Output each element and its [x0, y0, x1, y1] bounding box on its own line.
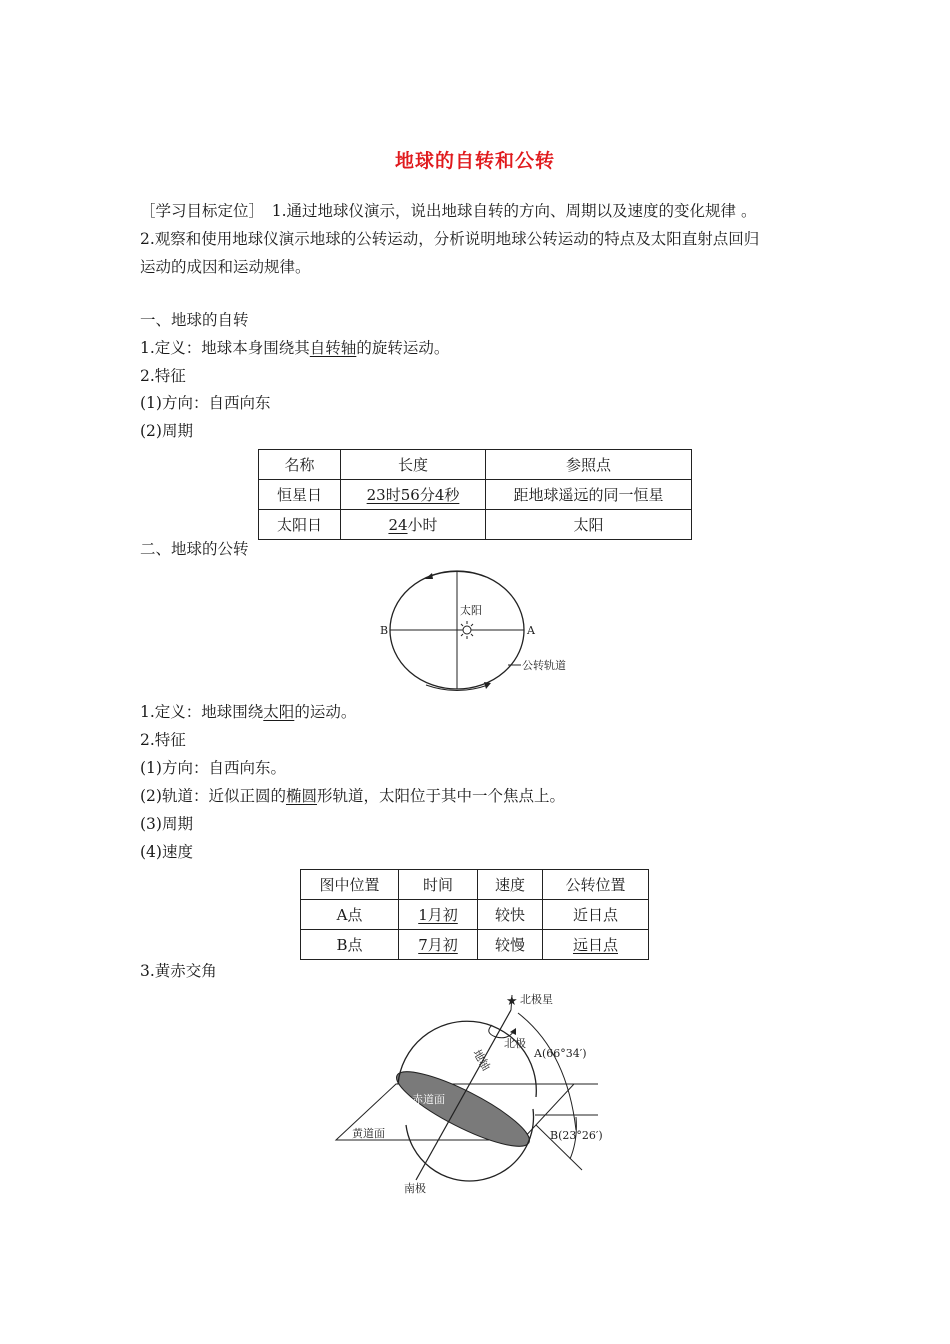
table-cell: 较快 [478, 900, 543, 930]
revolution-definition: 1.定义：地球围绕太阳的运动。 [140, 703, 357, 721]
table-header: 长度 [341, 450, 486, 480]
objectives-line-2: 2.观察和使用地球仪演示地球的公转运动，分析说明地球公转运动的特点及太阳直射点回归 [140, 230, 760, 248]
rotation-period-table [258, 449, 692, 540]
revolution-orbit: (2)轨道：近似正圆的椭圆形轨道，太阳位于其中一个焦点上。 [140, 787, 565, 805]
axis-label: 地轴 [470, 1047, 493, 1073]
polaris-label: 北极星 [520, 993, 553, 1006]
table-row [301, 900, 649, 930]
point-a-label: A [527, 624, 535, 637]
ecliptic-plane-label: 黄道面 [352, 1127, 385, 1140]
table-header: 图中位置 [301, 870, 399, 900]
rotation-definition: 1.定义：地球本身围绕其自转轴的旋转运动。 [140, 339, 450, 357]
rotation-axis-term: 自转轴 [309, 339, 357, 357]
table-cell: 1月初 [399, 900, 478, 930]
equator-plane-label: 赤道面 [412, 1093, 445, 1106]
table-cell: 7月初 [399, 930, 478, 960]
revolution-period: (3)周期 [140, 815, 193, 833]
table-cell: 远日点 [543, 930, 649, 960]
south-pole-label: 南极 [404, 1182, 426, 1195]
objectives-line-1: ［学习目标定位］ 1.通过地球仪演示，说出地球自转的方向、周期以及速度的变化规律 。 [140, 202, 757, 220]
table-cell: 较慢 [478, 930, 543, 960]
table-cell: 太阳日 [259, 510, 341, 540]
point-b-label: B [380, 624, 389, 637]
table-cell: B点 [301, 930, 399, 960]
obliquity-heading: 3.黄赤交角 [140, 962, 217, 980]
table-cell: 24小时 [341, 510, 486, 540]
table-cell: 恒星日 [259, 480, 341, 510]
obliquity-diagram [330, 985, 630, 1200]
table-cell: 近日点 [543, 900, 649, 930]
sun-icon [458, 621, 476, 639]
revolution-direction: (1)方向：自西向东。 [140, 759, 286, 777]
sun-label: 太阳 [460, 604, 482, 617]
sun-term: 太阳 [263, 703, 295, 721]
north-pole-label: 北极 [504, 1037, 526, 1050]
table-header-row [301, 870, 649, 900]
table-header: 参照点 [486, 450, 692, 480]
table-header: 速度 [478, 870, 543, 900]
table-cell: A点 [301, 900, 399, 930]
table-cell: 太阳 [486, 510, 692, 540]
page-title: 地球的自转和公转 [394, 150, 555, 172]
table-row [301, 930, 649, 960]
ellipse-term: 椭圆 [285, 787, 317, 805]
orbit-diagram [370, 565, 590, 700]
table-row [259, 510, 692, 540]
rotation-direction: (1)方向：自西向东 [140, 394, 271, 412]
objectives-line-3: 运动的成因和运动规律。 [140, 258, 311, 276]
table-row [259, 480, 692, 510]
table-header: 时间 [399, 870, 478, 900]
table-cell: 23时56分4秒 [341, 480, 486, 510]
angle-b-label: B(23°26′) [550, 1129, 603, 1142]
revolution-speed-table [300, 869, 649, 960]
table-header-row [259, 450, 692, 480]
section-revolution-heading: 二、地球的公转 [140, 540, 249, 558]
rotation-feature: 2.特征 [140, 367, 186, 385]
orbit-label: 公转轨道 [522, 659, 566, 672]
table-header: 公转位置 [543, 870, 649, 900]
table-cell: 距地球遥远的同一恒星 [486, 480, 692, 510]
rotation-period: (2)周期 [140, 422, 193, 440]
revolution-speed: (4)速度 [140, 843, 193, 861]
table-header: 名称 [259, 450, 341, 480]
section-rotation-heading: 一、地球的自转 [140, 311, 249, 329]
north-star-icon: ★ [506, 994, 518, 1009]
angle-a-label: A(66°34′) [534, 1047, 587, 1060]
revolution-feature: 2.特征 [140, 731, 186, 749]
